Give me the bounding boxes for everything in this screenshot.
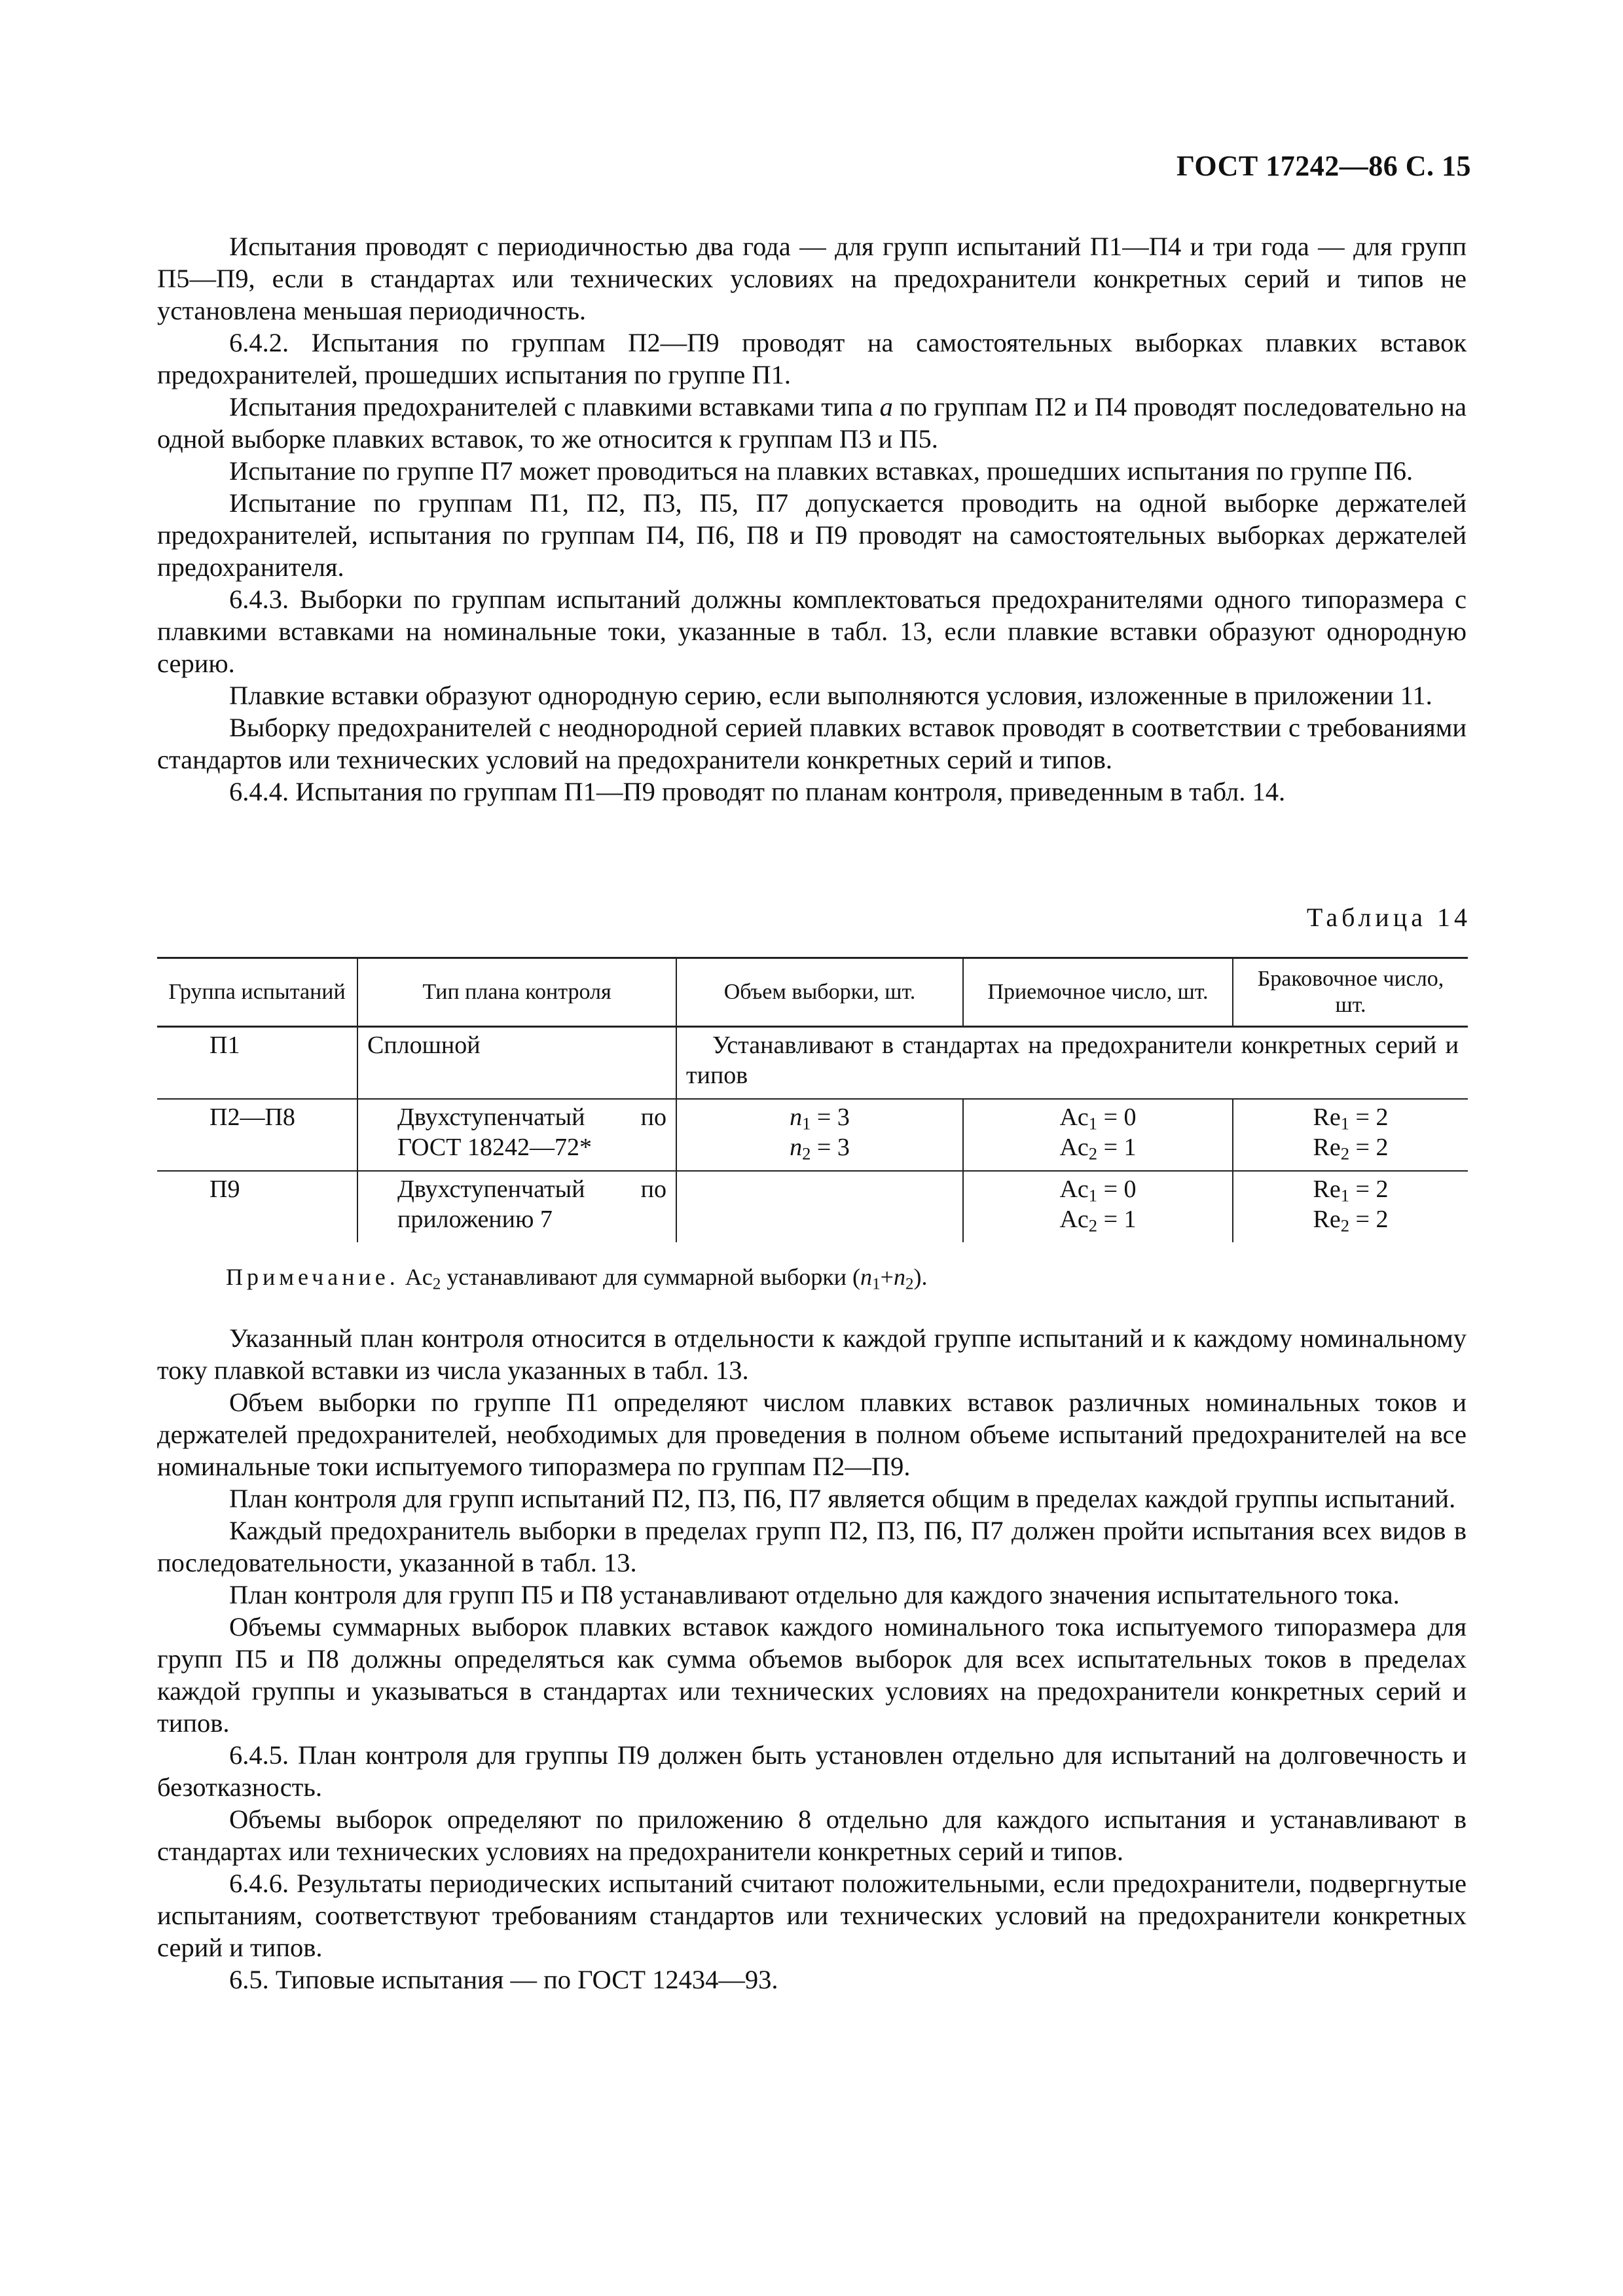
- paragraph: 6.4.2. Испытания по группам П2—П9 проводят на самостоятельных выборках плавких вставок предохранителей, прошедших испытания по группе П1.: [157, 328, 1467, 389]
- table-cell-plan: Двухступенчатый по ГОСТ 18242—72*: [357, 1099, 676, 1171]
- paragraph-part: по группам П2 и П4 проводят последовательно на одной выборке плавких вставок, то же относится к группам П3 и П5.: [157, 392, 1467, 454]
- formula: $n_2 = 3$: [790, 1134, 850, 1164]
- table-14: [157, 957, 1468, 1242]
- paragraph: Испытания проводят с периодичностью два года — для групп испытаний П1—П4 и три года — для групп П5—П9, если в стандартах или технических условиях на предохранители конкретных серий и типов не установлена меньшая периодичность.: [157, 232, 1467, 325]
- table-row: [157, 1171, 1468, 1242]
- paragraph: Испытание по группам П1, П2, П3, П5, П7 допускается проводить на одной выборке держателей предохранителей, испытания по группам П4, П6, П8 и П9 проводят на самостоятельных выборках держателей предохранителя.: [157, 488, 1467, 582]
- table-header-cell: Объем выборки, шт.: [676, 958, 963, 1027]
- paragraph: Выборку предохранителей с неоднородной серией плавких вставок проводят в соответствии с требованиями стандартов или технических условий на предохранители конкретных серий и типов.: [157, 713, 1467, 774]
- table-row: [157, 1027, 1468, 1100]
- formula: $Ac_1 = 0$: [1059, 1103, 1137, 1134]
- paragraph: Указанный план контроля относится в отдельности к каждой группе испытаний и к каждому номинальному току плавкой вставки из числа указанных в табл. 13.: [157, 1323, 1467, 1385]
- formula: $Re_2 = 2$: [1313, 1134, 1389, 1164]
- paragraph: 6.4.3. Выборки по группам испытаний должны комплектоваться предохранителями одного типоразмера с плавкими вставками на номинальные токи, указанные в табл. 13, если плавкие вставки образуют однородную серию.: [157, 584, 1467, 678]
- table-header-cell: Группа испытаний: [157, 958, 357, 1027]
- table-cell-plan: Сплошной: [357, 1027, 676, 1100]
- table-cell-rejection: [1233, 1171, 1468, 1242]
- formula: $Re_1 = 2$: [1313, 1103, 1389, 1134]
- italic-symbol: а: [879, 392, 893, 422]
- table-cell-group: П9: [210, 1175, 240, 1203]
- table-cell-sample-size: [676, 1171, 963, 1242]
- formula: $Ac_2 = 1$: [1059, 1206, 1137, 1236]
- table-caption: Таблица 14: [1306, 903, 1471, 932]
- paragraph: План контроля для групп испытаний П2, П3, П6, П7 является общим в пределах каждой группы испытаний.: [229, 1484, 1456, 1513]
- table-header-row: [157, 958, 1468, 1027]
- note-lead: Примечание.: [226, 1264, 399, 1290]
- paragraph: 6.5. Типовые испытания — по ГОСТ 12434—93.: [229, 1965, 778, 1994]
- paragraph: Объем выборки по группе П1 определяют числом плавких вставок различных номинальных токов и держателей предохранителей, необходимых для проведения в полном объеме испытаний предохранителей на все номинальные токи испытуемого типоразмера по группам П2—П9.: [157, 1388, 1467, 1481]
- formula: $Ac_1 = 0$: [1059, 1175, 1137, 1206]
- paragraph: 6.4.5. План контроля для группы П9 должен быть установлен отдельно для испытаний на долговечность и безотказность.: [157, 1740, 1467, 1802]
- body-text-bottom: [157, 1322, 1467, 1996]
- table-header-cell: Приемочное число, шт.: [963, 958, 1233, 1027]
- paragraph: Каждый предохранитель выборки в пределах групп П2, П3, П6, П7 должен пройти испытания всех видов в последовательности, указанной в табл. 13.: [157, 1516, 1467, 1577]
- table-cell-group: П2—П8: [210, 1103, 295, 1131]
- table-cell-group: П1: [210, 1031, 240, 1059]
- formula: $n_1 = 3$: [790, 1103, 850, 1134]
- paragraph: План контроля для групп П5 и П8 устанавливают отдельно для каждого значения испытательного тока.: [229, 1580, 1400, 1609]
- table-header-cell: Браковочное число, шт.: [1233, 958, 1468, 1027]
- paragraph: 6.4.6. Результаты периодических испытаний считают положительными, если предохранители, подвергнутые испытаниям, соответствуют требованиям стандартов или технических условий на предохранители конкретных серий и типов.: [157, 1869, 1467, 1962]
- paragraph-part: Испытания предохранителей с плавкими вставками типа: [229, 392, 873, 422]
- paragraph: Плавкие вставки образуют однородную серию, если выполняются условия, изложенные в приложении 11.: [229, 681, 1432, 710]
- table-header-cell: Тип плана контроля: [357, 958, 676, 1027]
- paragraph: [157, 391, 1467, 455]
- table-cell-sample-size: [676, 1099, 963, 1171]
- table-cell-merged: Устанавливают в стандартах на предохранители конкретных серий и типов: [676, 1027, 1468, 1100]
- paragraph: Объемы выборок определяют по приложению 8 отдельно для каждого испытания и устанавливают в стандартах или технических условиях на предохранители конкретных серий и типов.: [157, 1804, 1467, 1866]
- table-cell-acceptance: [963, 1171, 1233, 1242]
- paragraph: Испытание по группе П7 может проводиться на плавких вставках, прошедших испытания по группе П6.: [229, 456, 1413, 486]
- formula: $Ac_2 = 1$: [1059, 1134, 1137, 1164]
- formula: $Re_1 = 2$: [1313, 1175, 1389, 1206]
- table-row: [157, 1099, 1468, 1171]
- formula: $Re_2 = 2$: [1313, 1206, 1389, 1236]
- table-note: Примечание. $Ac_2$ устанавливают для суммарной выборки $(n_1+n_2)$.: [226, 1264, 928, 1293]
- paragraph: 6.4.4. Испытания по группам П1—П9 проводят по планам контроля, приведенным в табл. 14.: [229, 777, 1286, 806]
- table-cell-rejection: [1233, 1099, 1468, 1171]
- table-cell-plan: Двухступенчатый по приложению 7: [357, 1171, 676, 1242]
- body-text-top: [157, 230, 1467, 808]
- paragraph: Объемы суммарных выборок плавких вставок каждого номинального тока испытуемого типоразмера для групп П5 и П8 должны определяться как сумма объемов выборок для всех испытательных токов в пределах каждой группы и указываться в стандартах или технических условиях на предохранители конкретных серий и типов.: [157, 1612, 1467, 1738]
- table-cell-acceptance: [963, 1099, 1233, 1171]
- page-header: ГОСТ 17242—86 С. 15: [1176, 150, 1471, 182]
